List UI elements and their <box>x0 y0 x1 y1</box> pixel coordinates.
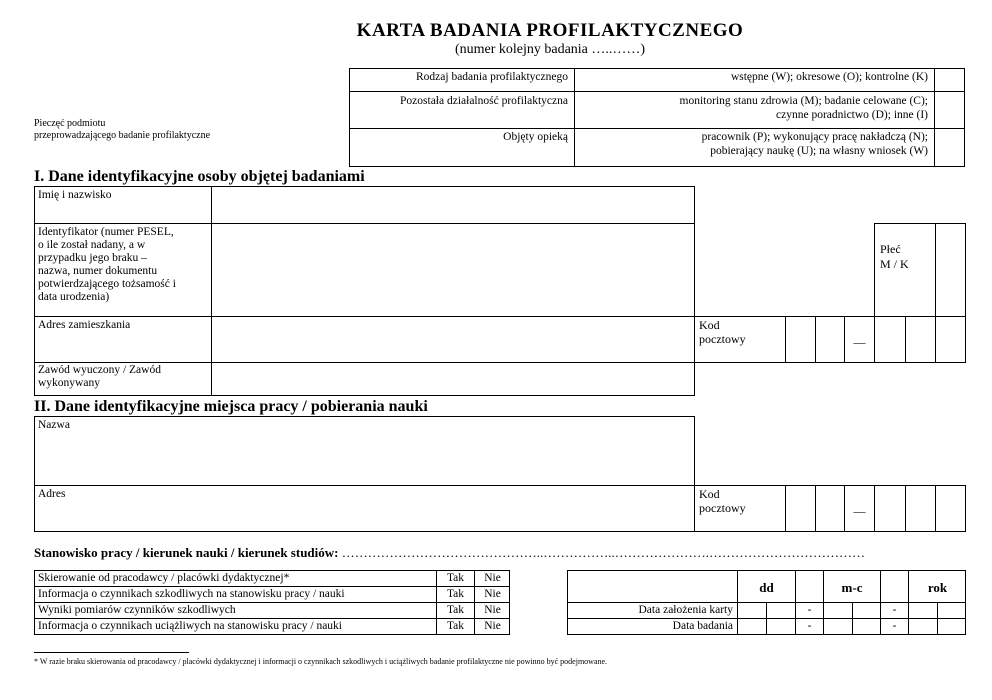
position-field[interactable]: ………………………………………..……………..………………….……………………………… <box>341 545 865 560</box>
other-activity-checkbox[interactable] <box>935 92 964 127</box>
profession-field[interactable] <box>212 363 694 395</box>
person-postal-label: Kod pocztowy <box>699 318 746 346</box>
form-title: KARTA BADANIA PROFILAKTYCZNEGO <box>356 20 744 41</box>
person-id-label: Identyfikator (numer PESEL, o ile został nadany, a w przypadku jego braku – nazwa, numer dokumentu potwierdzającego tożsamość i data urodzenia) <box>38 226 176 303</box>
workplace-address-field[interactable] <box>35 501 694 531</box>
position-label: Stanowisko pracy / kierunek nauki / kierunek studiów: <box>34 545 339 560</box>
workplace-postal-digit-3[interactable] <box>875 486 905 531</box>
care-options-1: pracownik (P); wykonujący pracę nakładczą (N); <box>701 131 928 143</box>
exam-date-label: Data badania <box>672 620 733 632</box>
referral-label-1: Skierowanie od pracodawcy / placówki dydaktycznej* <box>38 572 290 584</box>
sex-field[interactable] <box>936 224 965 316</box>
workplace-postal-digit-2[interactable] <box>816 486 844 531</box>
referral-yes-2[interactable]: Tak <box>446 588 465 600</box>
person-id-field[interactable] <box>212 224 694 316</box>
exam-date-day[interactable] <box>738 619 795 634</box>
date-separator: - <box>807 620 812 632</box>
card-created-month[interactable] <box>824 603 880 618</box>
person-postal-digit-3[interactable] <box>875 317 905 362</box>
referral-label-4: Informacja o czynnikach uciążliwych na stanowisku pracy / nauki <box>38 620 342 632</box>
sex-options: M / K <box>880 257 909 271</box>
workplace-address-label: Adres <box>38 488 66 500</box>
person-postal-digit-5[interactable] <box>936 317 965 362</box>
card-created-year[interactable] <box>909 603 965 618</box>
other-activity-options-2: czynne poradnictwo (D); inne (I) <box>776 109 928 121</box>
position-line <box>34 545 966 561</box>
person-postal-digit-1[interactable] <box>786 317 815 362</box>
date-day-header: dd <box>759 580 774 595</box>
person-name-label: Imię i nazwisko <box>38 189 112 201</box>
referral-no-4[interactable]: Nie <box>484 620 501 632</box>
sex-label: Płeć <box>880 242 901 256</box>
person-postal-digit-2[interactable] <box>816 317 844 362</box>
exam-type-checkbox[interactable] <box>935 69 964 90</box>
other-activity-label: Pozostała działalność profilaktyczna <box>400 95 568 107</box>
date-separator: - <box>892 604 897 616</box>
exam-type-options: wstępne (W); okresowe (O); kontrolne (K) <box>730 71 928 83</box>
exam-type-label: Rodzaj badania profilaktycznego <box>416 71 568 83</box>
stamp-label-1: Pieczęć podmiotu <box>34 118 106 129</box>
section2-title: II. Dane identyfikacyjne miejsca pracy / pobierania nauki <box>34 398 428 415</box>
workplace-postal-digit-5[interactable] <box>936 486 965 531</box>
referral-no-1[interactable]: Nie <box>484 572 501 584</box>
referral-label-2: Informacja o czynnikach szkodliwych na stanowisku pracy / nauki <box>38 588 345 600</box>
referral-no-3[interactable]: Nie <box>484 604 501 616</box>
footnote: * W razie braku skierowania od pracodawcy / placówki dydaktycznej i informacji o czynnikach szkodliwych i uciążliwych badanie profilaktyczne nie powinno być podejmowane. <box>34 657 608 666</box>
workplace-name-field[interactable] <box>35 432 694 485</box>
care-label: Objęty opieką <box>503 131 568 143</box>
other-activity-options-1: monitoring stanu zdrowia (M); badanie celowane (C); <box>679 95 928 107</box>
workplace-name-label: Nazwa <box>38 419 70 431</box>
referral-yes-4[interactable]: Tak <box>446 620 465 632</box>
referral-yes-1[interactable]: Tak <box>446 572 465 584</box>
workplace-postal-digit-1[interactable] <box>786 486 815 531</box>
exam-date-month[interactable] <box>824 619 880 634</box>
exam-date-year[interactable] <box>909 619 965 634</box>
referral-label-3: Wyniki pomiarów czynników szkodliwych <box>38 604 236 616</box>
date-year-header: rok <box>927 580 948 595</box>
care-options-2: pobierający naukę (U); na własny wniosek (W) <box>710 145 928 157</box>
referral-no-2[interactable]: Nie <box>484 588 501 600</box>
date-separator: - <box>892 620 897 632</box>
section1-title: I. Dane identyfikacyjne osoby objętej badaniami <box>34 168 365 185</box>
care-checkbox[interactable] <box>935 129 964 166</box>
referral-yes-3[interactable]: Tak <box>446 604 465 616</box>
stamp-label-2: przeprowadzającego badanie profilaktyczne <box>34 130 211 141</box>
workplace-postal-label: Kod pocztowy <box>699 487 746 515</box>
person-postal-dash: — <box>853 335 866 349</box>
form-subtitle: (numer kolejny badania …..……) <box>454 42 646 57</box>
person-address-field[interactable] <box>212 317 694 362</box>
card-created-day[interactable] <box>738 603 795 618</box>
footnote-rule <box>34 652 189 653</box>
workplace-postal-dash: — <box>853 504 866 518</box>
person-address-label: Adres zamieszkania <box>38 319 131 331</box>
date-separator: - <box>807 604 812 616</box>
profession-label: Zawód wyuczony / Zawód wykonywany <box>38 364 161 389</box>
date-month-header: m-c <box>841 580 863 595</box>
person-postal-digit-4[interactable] <box>906 317 935 362</box>
person-name-field[interactable] <box>212 187 694 223</box>
card-created-label: Data założenia karty <box>638 604 733 616</box>
workplace-postal-digit-4[interactable] <box>906 486 935 531</box>
